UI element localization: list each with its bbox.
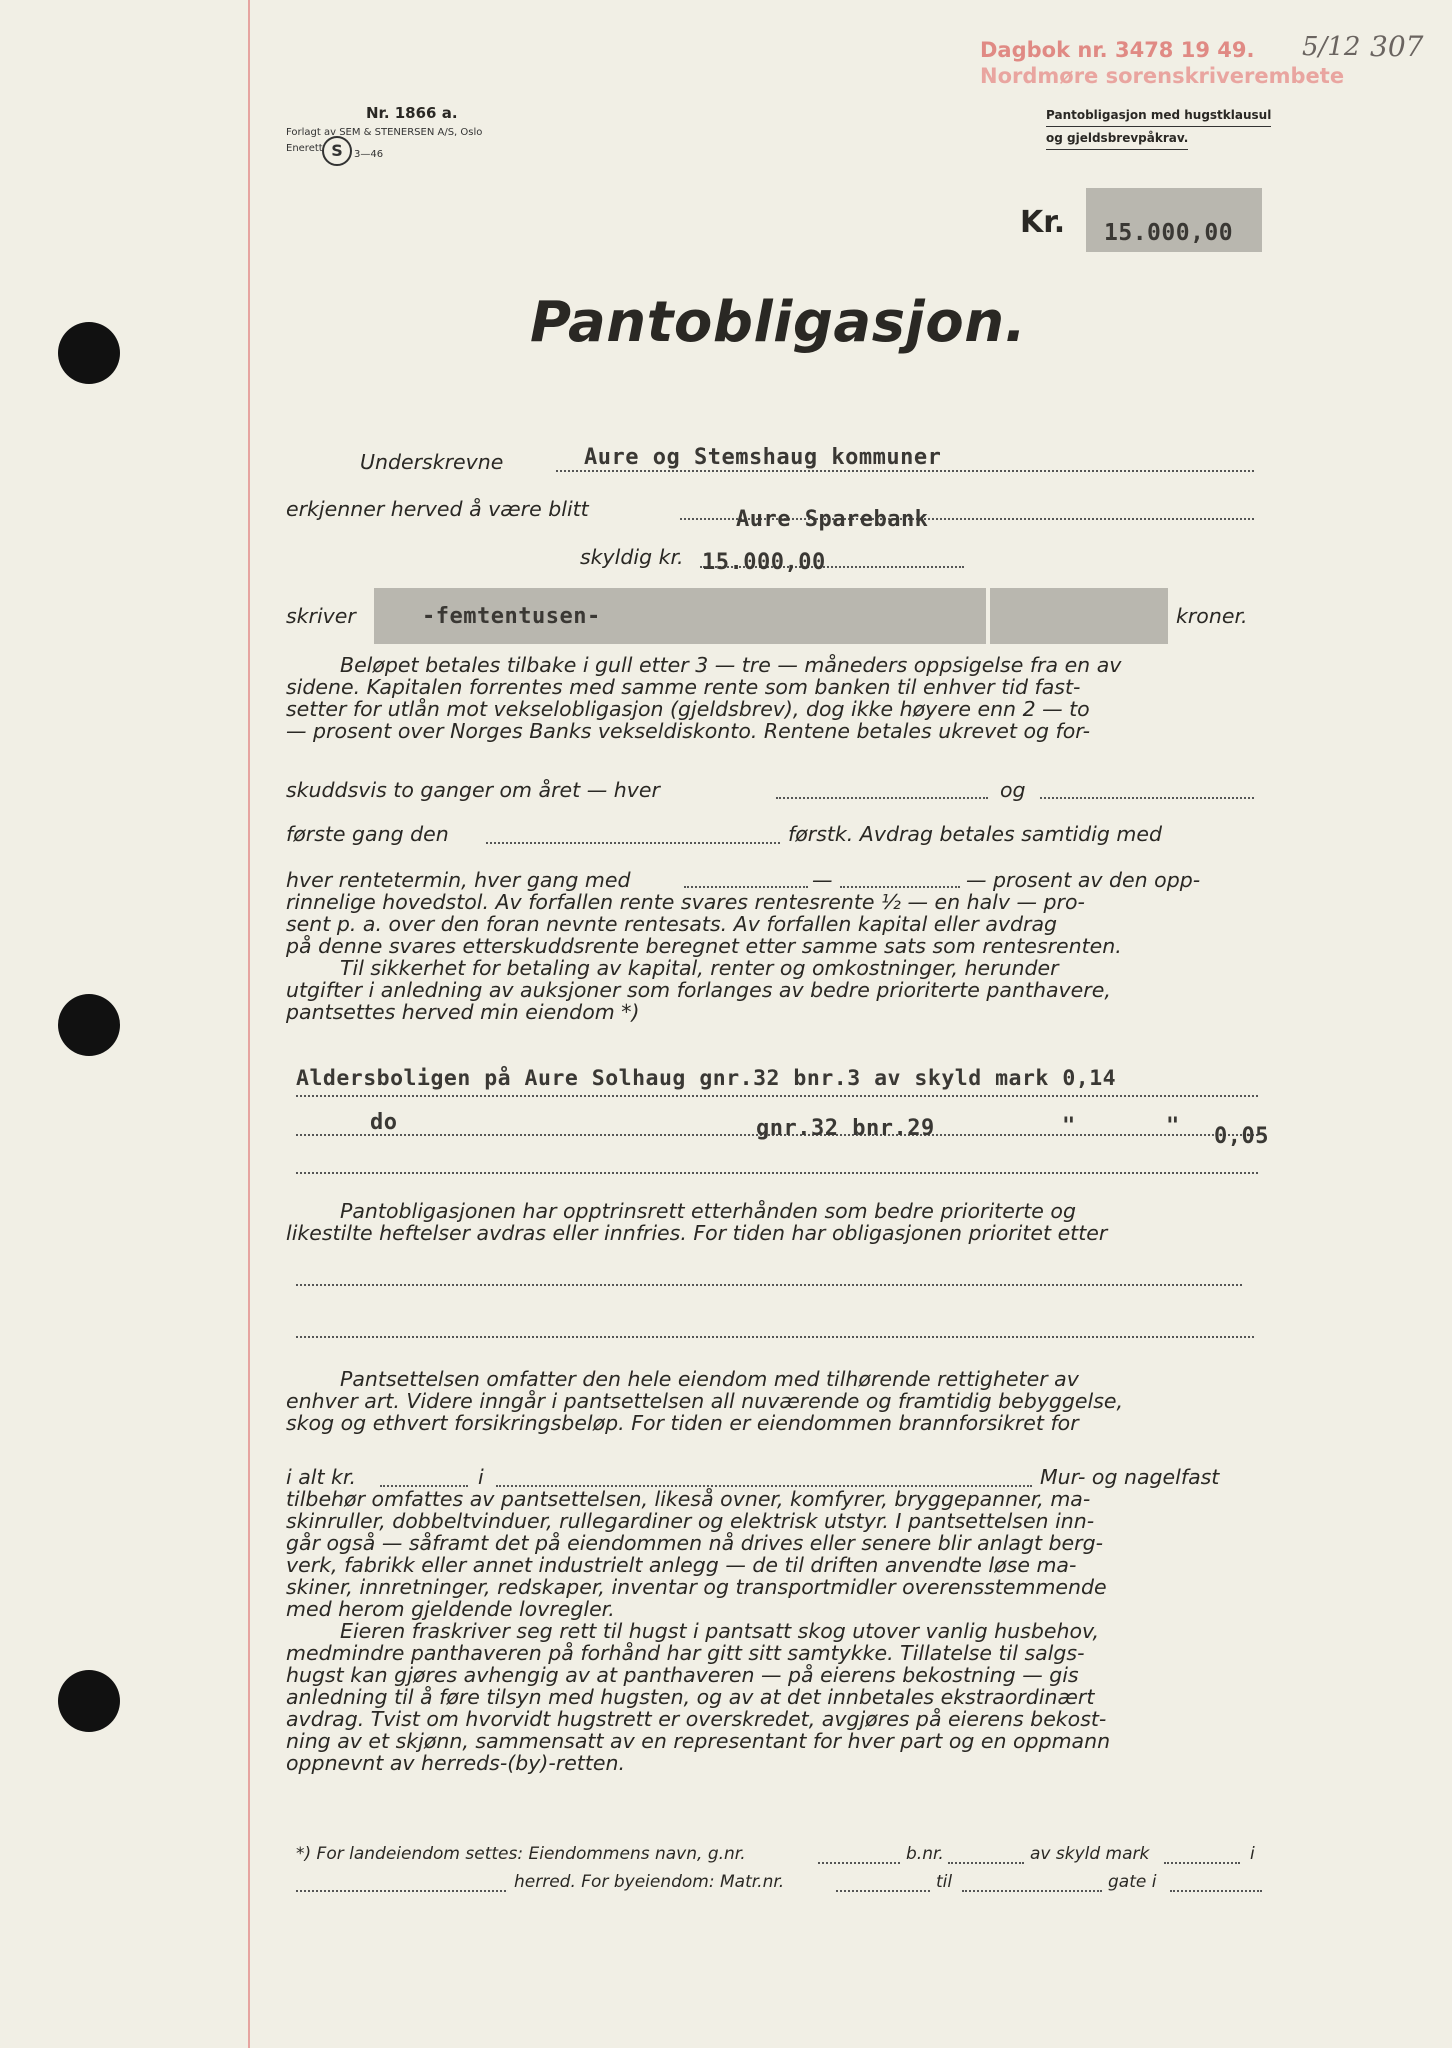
property-line-2-value: 0,05	[1214, 1124, 1269, 1149]
body-line: enhver art. Videre inngår i pantsettelsen all nuværende og framtidig bebyggelse,	[286, 1389, 1124, 1413]
creditor-value: Aure Sparebank	[736, 507, 929, 532]
words-box-right	[990, 588, 1168, 644]
first-time-label: første gang den	[286, 822, 449, 846]
publisher-rights: Enerett	[286, 143, 323, 154]
body-line: Til sikkerhet for betaling av kapital, renter og omkostninger, herunder	[340, 956, 1059, 980]
footnote-line2-b: til	[936, 1872, 953, 1892]
body-line: med herom gjeldende lovregler.	[286, 1597, 615, 1621]
body-line: — prosent over Norges Banks vekseldiskonto. Rentene betales ukrevet og for-	[286, 719, 1090, 743]
body-line: skog og ethvert forsikringsbeløp. For tiden er eiendommen brannforsikret for	[286, 1411, 1079, 1435]
body-line: oppnevnt av herreds-(by)-retten.	[286, 1751, 626, 1775]
registry-stamp-line2: Nordmøre sorenskriverembete	[980, 64, 1345, 88]
owed-label: skyldig kr.	[580, 545, 684, 569]
footnote-line1-b: b.nr.	[906, 1844, 944, 1864]
property-line-2-ditto: do	[370, 1110, 398, 1135]
body-line: verk, fabrikk eller annet industrielt anlegg — de til driften anvendte løse ma-	[286, 1553, 1077, 1577]
insurance-in: i	[478, 1465, 484, 1489]
body-line: avdrag. Tvist om hvorvidt hugstrett er overskredet, avgjøres på eierens bekost-	[286, 1707, 1107, 1731]
logging-clause-paragraph	[286, 1620, 1262, 1774]
interest-term-and: og	[1000, 778, 1026, 802]
owed-value: 15.000,00	[702, 550, 826, 575]
priority-paragraph	[286, 1200, 1262, 1244]
body-line: Pantobligasjonen har opptrinsrett etterhånden som bedre prioriterte og	[340, 1199, 1076, 1223]
body-line: hugst kan gjøres avhengig av at panthaveren — på eierens bekostning — gis	[286, 1663, 1079, 1687]
form-type-line1: Pantobligasjon med hugstklausul	[1046, 104, 1271, 127]
fixtures-paragraph	[286, 1488, 1262, 1620]
overdue-interest-paragraph	[286, 891, 1262, 957]
body-line: setter for utlån mot vekselobligasjon (gjeldsbrev), dog ikke høyere enn 2 — to	[286, 697, 1090, 721]
installment-dash: —	[812, 868, 833, 892]
amount-label: Kr.	[1020, 205, 1066, 240]
body-line: Eieren fraskriver seg rett til hugst i pantsatt skog utover vanlig husbehov,	[340, 1619, 1099, 1643]
creditor-label: erkjenner herved å være blitt	[286, 497, 589, 521]
footnote-line1-a: *) For landeiendom settes: Eiendommens navn, g.nr.	[296, 1844, 746, 1864]
registry-stamp-line1: Dagbok nr. 3478 19 49.	[980, 38, 1255, 62]
form-number: Nr. 1866 a.	[366, 104, 458, 122]
body-line: Beløpet betales tilbake i gull etter 3 — tre — måneders oppsigelse fra en av	[340, 653, 1122, 677]
amount-value: 15.000,00	[1104, 220, 1234, 246]
body-line: pantsettes herved min eiendom *)	[286, 1000, 640, 1024]
body-line: anledning til å føre tilsyn med hugsten, og av at det innbetales ekstraordinært	[286, 1685, 1095, 1709]
body-line: rinnelige hovedstol. Av forfallen rente svares rentesrente ½ — en halv — pro-	[286, 890, 1085, 914]
body-line: går også — såframt det på eiendommen nå drives eller senere blir anlagt berg-	[286, 1531, 1103, 1555]
publisher-date: 3—46	[354, 149, 384, 160]
publisher-line: Forlagt av SEM & STENERSEN A/S, Oslo	[286, 127, 483, 138]
interest-term-label: skuddsvis to ganger om året — hver	[286, 778, 660, 802]
fixtures-label: Mur- og nagelfast	[1040, 1465, 1220, 1489]
security-paragraph	[286, 957, 1262, 1023]
punch-hole-top	[58, 322, 120, 384]
insurance-label: i alt kr.	[286, 1465, 356, 1489]
body-line: sent p. a. over den foran nevnte rentesats. Av forfallen kapital eller avdrag	[286, 912, 1058, 936]
form-type	[1046, 104, 1271, 150]
footnote-line1-c: av skyld mark	[1030, 1844, 1150, 1864]
footnote-line2-a: herred. For byeiendom: Matr.nr.	[514, 1872, 785, 1892]
property-line-2-gnr: gnr.32 bnr.29	[756, 1116, 935, 1141]
red-margin-line	[248, 0, 250, 2048]
publisher-logo-icon: S	[322, 136, 352, 166]
document-title: Pantobligasjon.	[530, 290, 1027, 355]
words-suffix: kroner.	[1176, 604, 1248, 628]
footnote-line1-d: i	[1250, 1844, 1255, 1864]
body-line: medmindre panthaveren på forhånd har gitt sitt samtykke. Tillatelse til salgs-	[286, 1641, 1085, 1665]
punch-hole-middle	[58, 994, 120, 1056]
page-number: 307	[1370, 30, 1424, 63]
body-line: likestilte heftelser avdras eller innfries. For tiden har obligasjonen prioritet etter	[286, 1221, 1108, 1245]
installment-label: hver rentetermin, hver gang med	[286, 868, 631, 892]
mortgage-scope-paragraph	[286, 1368, 1262, 1434]
body-line: ning av et skjønn, sammensatt av en representant for hver part og en oppmann	[286, 1729, 1111, 1753]
first-time-suffix: førstk. Avdrag betales samtidig med	[788, 822, 1163, 846]
undersigned-value: Aure og Stemshaug kommuner	[584, 445, 942, 470]
body-line: sidene. Kapitalen forrentes med samme rente som banken til enhver tid fast-	[286, 675, 1081, 699]
body-line: skinruller, dobbeltvinduer, rullegardiner og elektrisk utstyr. I pantsettelsen inn-	[286, 1509, 1095, 1533]
repayment-paragraph	[286, 654, 1262, 742]
body-line: Pantsettelsen omfatter den hele eiendom med tilhørende rettigheter av	[340, 1367, 1079, 1391]
body-line: på denne svares etterskuddsrente beregnet etter samme sats som rentesrenten.	[286, 934, 1122, 958]
words-label: skriver	[286, 604, 356, 628]
property-line-2-ditto-mark-1: "	[1062, 1114, 1076, 1139]
undersigned-label: Underskrevne	[360, 450, 504, 474]
property-line-1: Aldersboligen på Aure Solhaug gnr.32 bnr.3 av skyld mark 0,14	[296, 1066, 1117, 1091]
punch-hole-bottom	[58, 1670, 120, 1732]
form-type-line2: og gjeldsbrevpåkrav.	[1046, 127, 1188, 150]
handwritten-date: 5/12	[1302, 32, 1361, 62]
body-line: skiner, innretninger, redskaper, inventar og transportmidler overensstemmende	[286, 1575, 1107, 1599]
footnote-line2-c: gate i	[1108, 1872, 1157, 1892]
installment-suffix: — prosent av den opp-	[966, 868, 1201, 892]
words-value: -femtentusen-	[422, 604, 601, 629]
property-line-2-ditto-mark-2: "	[1166, 1114, 1180, 1139]
body-line: tilbehør omfattes av pantsettelsen, likeså ovner, komfyrer, bryggepanner, ma-	[286, 1487, 1091, 1511]
body-line: utgifter i anledning av auksjoner som forlanges av bedre prioriterte panthavere,	[286, 978, 1111, 1002]
